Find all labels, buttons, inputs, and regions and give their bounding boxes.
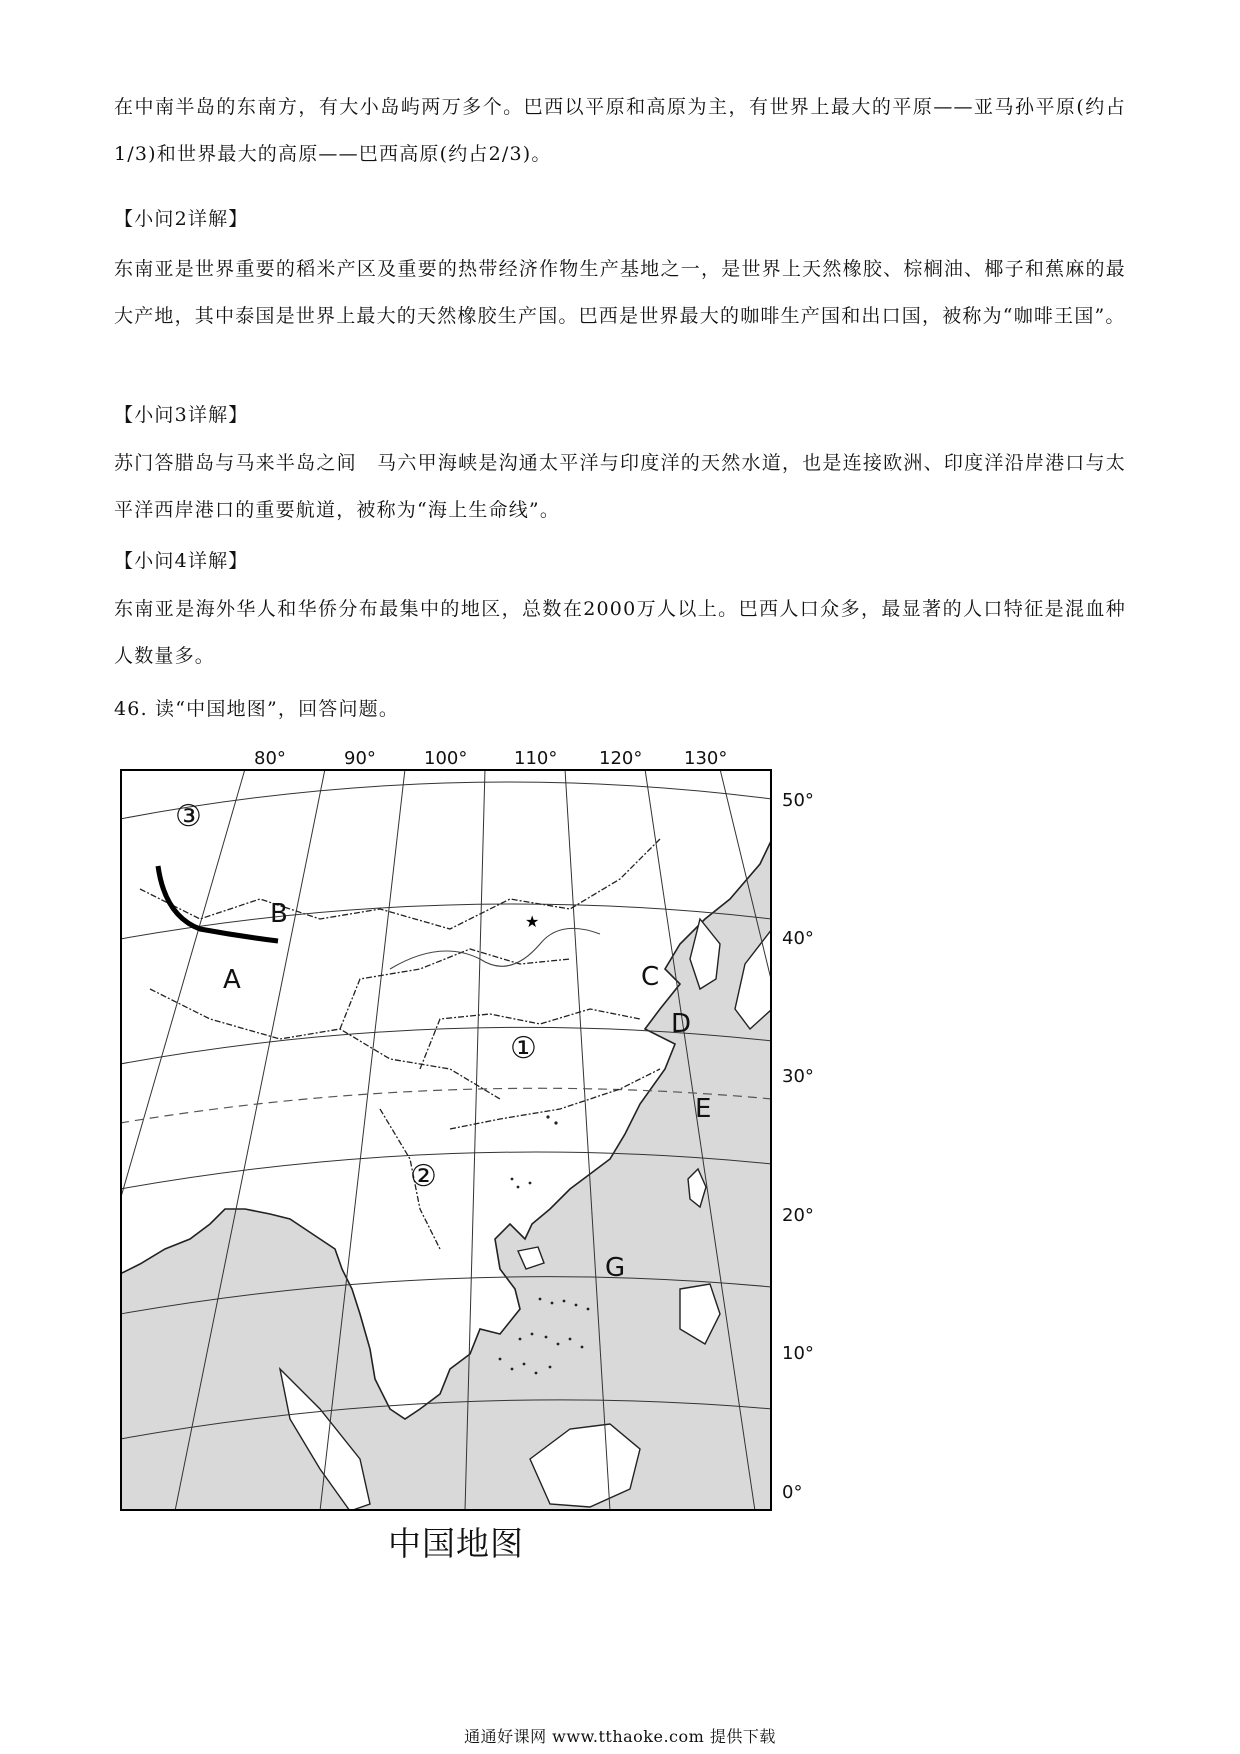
subquestion-4-heading: 【小问4详解】 [114,550,249,572]
lon-label-80: 80° [254,748,286,769]
capital-star-icon: ★ [525,912,540,931]
lon-label-120: 120° [599,748,643,769]
lon-label-90: 90° [344,748,376,769]
map-caption: 中国地图 [388,1524,524,1563]
lon-label-100: 100° [424,748,468,769]
paragraph-2: 东南亚是世界重要的稻米产区及重要的热带经济作物生产基地之一，是世界上天然橡胶、棕榈油、椰子和蕉麻的最大产地，其中泰国是世界上最大的天然橡胶生产国。巴西是世界最大的咖啡生产国和出口国，被称为“咖啡王国”。 [114,258,1126,327]
map-label-d: D [671,1009,692,1039]
china-map [120,769,772,1511]
map-label-3: ③ [175,799,202,834]
paragraph-4: 东南亚是海外华人和华侨分布最集中的地区，总数在2000万人以上。巴西人口众多，最显著的人口特征是混血种人数量多。 [114,598,1126,667]
lat-label-50: 50° [782,790,814,811]
lat-label-40: 40° [782,928,814,949]
question-46: 46. 读“中国地图”，回答问题。 [114,698,400,720]
subquestion-2-heading: 【小问2详解】 [114,208,249,230]
page-footer: 通通好课网 www.tthaoke.com 提供下载 [464,1727,776,1746]
map-label-e: E [695,1094,712,1124]
map-label-b: B [270,899,288,929]
map-label-1: ① [510,1031,537,1066]
paragraph-1: 在中南半岛的东南方，有大小岛屿两万多个。巴西以平原和高原为主，有世界上最大的平原——亚马孙平原(约占1/3)和世界最大的高原——巴西高原(约占2/3)。 [114,96,1126,165]
map-svg [120,769,772,1511]
lat-label-20: 20° [782,1205,814,1226]
lon-label-130: 130° [684,748,728,769]
lat-label-10: 10° [782,1343,814,1364]
map-label-g: G [605,1253,626,1283]
subquestion-3-heading: 【小问3详解】 [114,404,249,426]
lon-label-110: 110° [514,748,558,769]
lat-label-0: 0° [782,1482,803,1503]
paragraph-3: 苏门答腊岛与马来半岛之间 马六甲海峡是沟通太平洋与印度洋的天然水道，也是连接欧洲、印度洋沿岸港口与太平洋西岸港口的重要航道，被称为“海上生命线”。 [114,452,1126,521]
map-label-2: ② [410,1159,437,1194]
lat-label-30: 30° [782,1066,814,1087]
map-label-a: A [223,965,241,995]
map-label-c: C [641,962,660,992]
